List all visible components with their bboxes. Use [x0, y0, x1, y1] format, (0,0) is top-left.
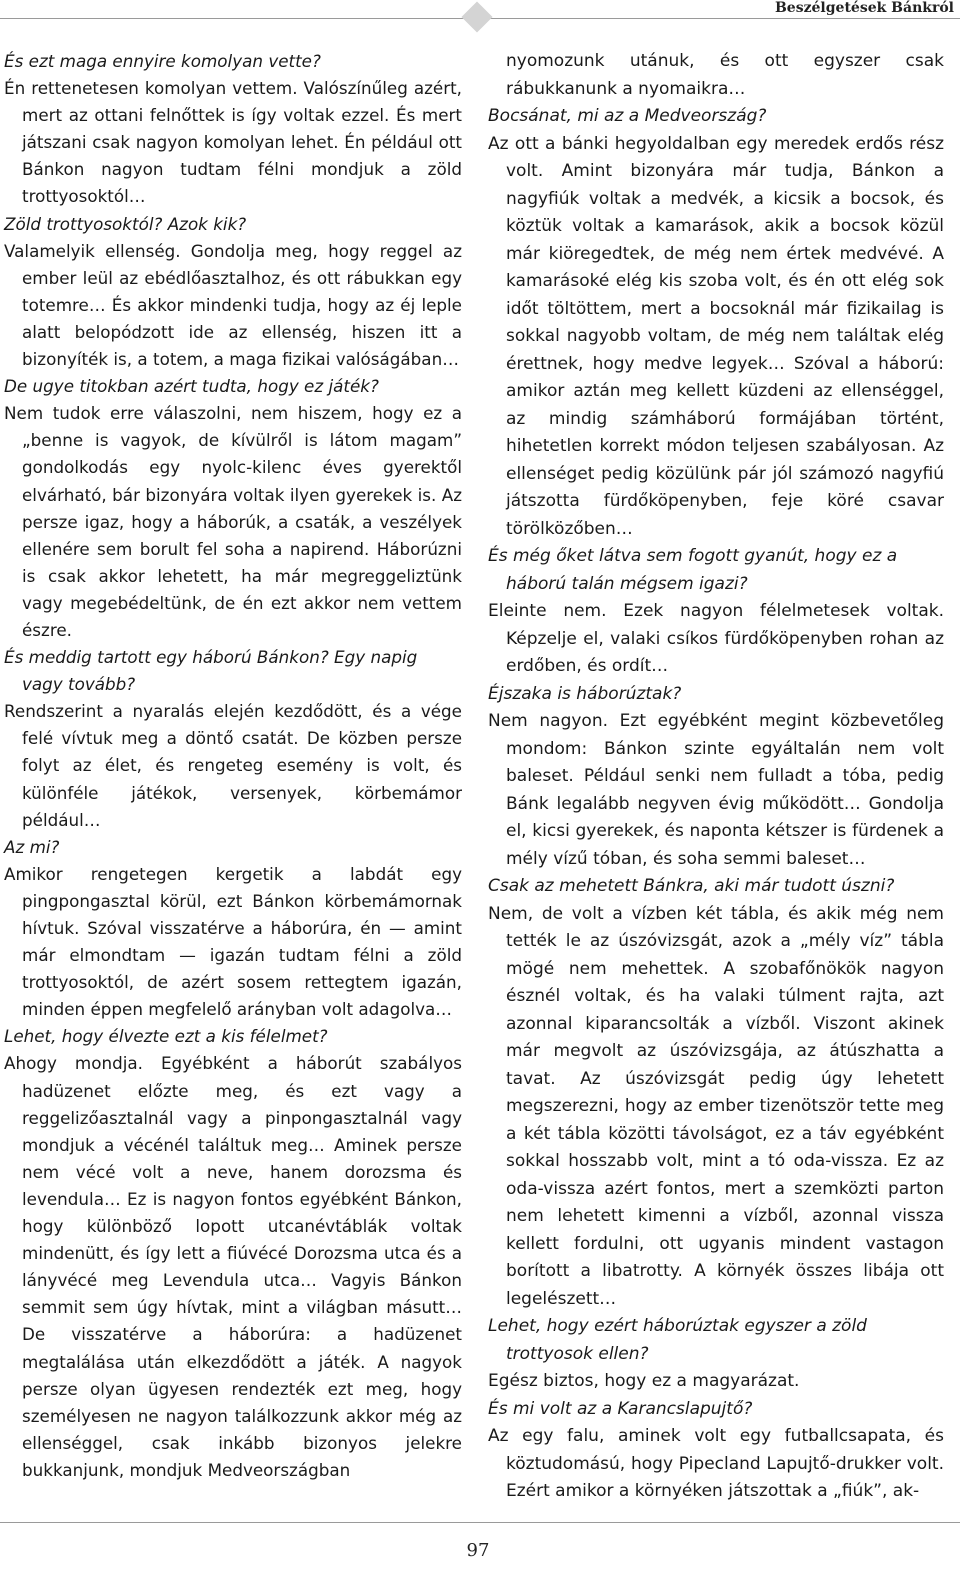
interview-answer: Én rettenetesen komolyan vettem. Valószínűleg azért, mert az ottani felnőttek is így voltak ezzel. És mert játszani csak nagyon komolyan lehet. Én például ott Bánkon nagyon tudtam félni mondjuk a zöld trottyosoktól…	[4, 78, 462, 207]
interview-answer: Az ott a bánki hegyoldalban egy meredek erdős rész volt. Amint bizonyára már tudja, Bánkon a nagyfiúk voltak a medvék, a kicsik a bocsok, és köztük voltak a kamarások, akik a bocsok közül már kiöregedtek, de még nem értek medvévé. A kamarásoké elég kis szoba volt, és én ott elég sok időt töltöttem, mert a bocsoknál már fizikailag is sokkal nagyobb voltam, de még nem találtak elég érettnek, hogy medve legyek… Szóval a háború: amikor aztán meg kellett küzdeni az ellenséggel, az mindig számháború formájában történt, hihetetlen korrekt módon teljesen szabályosan. Az ellenséget pedig közülünk pár jól számozó nagyfiú játszotta fürdőköpenyben, feje köré csavar törölközőben…	[488, 133, 944, 539]
interview-answer: Az egy falu, aminek volt egy futballcsapata, és köztudomású, hogy Pipecland Lapujtő-drukker volt. Ezért amikor a környéken játszottak a „fiúk”, ak-	[488, 1426, 944, 1501]
interview-answer: Amikor rengetegen kergetik a labdát egy pingpongasztal körül, ezt Bánkon körbemámornak hívtuk. Szóval visszatérve a háborúra, én — amint már elmondtam — igazán tudtam félni a zöld trottyosoktól, de azért sosem rettegtem igazán, minden éppen megfelelő arányban volt adagolva…	[4, 863, 462, 1020]
interview-answer: Nem, de volt a vízben két tábla, és akik még nem tették le az úszóvizsgát, azok a „mély víz” tábla mögé nem mehettek. A szobafőnökök nagyon észnél voltak, és ha valaki túlment rajta, azt azonnal kiparancsolták a vízből. Viszont akinek már megvolt az úszóvizsgája, az átúszhatta a tavat. Az úszóvizsgát pedig úgy lehetett megszerezni, hogy az ember tizenötször tette meg a két tábla közötti távolságot, ez a táv egyébként sokkal hosszabb volt, mint a tó oda-vissza. Ez az oda-vissza azért fontos, mert a szemközti parton nem lehetett kimenni a vízből, azonnal vissza kellett fordulni, ott ugyanis mindent vastagon borított a libatrotty. A környék összes libája ott legelészett…	[488, 903, 944, 1309]
footer-rule	[0, 1522, 960, 1523]
running-header	[0, 0, 960, 40]
interview-question: Bocsánat, mi az a Medveország?	[488, 106, 767, 126]
interview-answer: nyomozunk utánuk, és ott egyszer csak rábukkanunk a nyomaikra…	[506, 51, 944, 99]
interview-answer: Ahogy mondja. Egyébként a háborút szabályos hadüzenet előzte meg, és ezt vagy a reggelizőasztalnál vagy a pinpongasztalnál vagy mondjuk a vécénél találtuk meg… Aminek persze nem vécé volt a neve, hanem dorozsma és levendula… Ez is nagyon fontos egyébként Bánkon, hogy különböző lopott utcanévtáblák voltak mindenütt, és így lett a fiúvécé Dorozsma utca és a lányvécé meg Levendula utca… Vagyis Bánkon semmit sem úgy hívtak, mint a világban másutt… De visszatérve a háborúra: a hadüzenet megtalálása után elkezdődött a játék. A nagyok persze olyan ügyesen rendezték ezt meg, hogy személyesen ne nagyon találkozzunk akkor még az ellenséggel, csak inkább bizonyos jelekre bukkanjunk, mondjuk Medveországban	[4, 1053, 462, 1480]
interview-answer: Rendszerint a nyaralás elején kezdődött, és a vége felé vívtuk meg a döntő csatát. De közben persze folyt az élet, és rengeteg esemény is volt, és különféle játékok, versenyek, körbemámor például…	[4, 701, 462, 830]
interview-answer: Nem nagyon. Ezt egyébként megint közbevetőleg mondom: Bánkon szinte egyáltalán nem volt baleset. Például senki nem fulladt a tóba, pedig Bánk legalább negyven évig működött… Gondolja el, kicsi gyerekek, és naponta kétszer is fürdenek a mély vízű tóban, és soha semmi baleset…	[488, 711, 944, 869]
interview-question: És ezt maga ennyire komolyan vette?	[4, 51, 321, 71]
interview-question: És még őket látva sem fogott gyanút, hogy ez a háború talán mégsem igazi?	[488, 546, 898, 594]
left-text-column	[4, 48, 462, 1484]
interview-question: Lehet, hogy élvezte ezt a kis félelmet?	[4, 1026, 328, 1047]
interview-question: Zöld trottyosoktól? Azok kik?	[4, 213, 247, 234]
right-text-column	[488, 48, 944, 1506]
interview-question: Csak az mehetett Bánkra, aki már tudott úszni?	[488, 876, 895, 896]
interview-question: És mi volt az a Karancslapujtő?	[488, 1398, 753, 1419]
interview-answer: Eleinte nem. Ezek nagyon félelmetesek voltak. Képzelje el, valaki csíkos fürdőköpenyben rohan az erdőben, és ordít…	[488, 601, 944, 676]
interview-question: Éjszaka is háborúztak?	[488, 683, 682, 704]
page-number: 97	[466, 1540, 490, 1561]
interview-answer: Valamelyik ellenség. Gondolja meg, hogy reggel az ember leül az ebédlőasztalhoz, és ott rábukkan egy totemre… És akkor mindenki tudja, hogy az éj leple alatt belopódzott ide az ellenség, hiszen itt a bizonyíték is, a totem, a maga fizikai valóságában…	[4, 240, 462, 370]
interview-question: De ugye titokban azért tudta, hogy ez játék?	[4, 376, 379, 397]
interview-question: És meddig tartott egy háború Bánkon? Egy napig vagy tovább?	[4, 647, 418, 695]
running-title: Beszélgetések Bánkról	[767, 0, 954, 17]
interview-answer: Egész biztos, hogy ez a magyarázat.	[488, 1371, 800, 1391]
interview-question: Lehet, hogy ezért háborúztak egyszer a zöld trottyosok ellen?	[488, 1316, 867, 1364]
interview-question: Az mi?	[4, 836, 60, 857]
interview-answer: Nem tudok erre válaszolni, nem hiszem, hogy ez a „benne is vagyok, de kívülről is látom magam” gondolkodás egy nyolc-kilenc éves gyerektől elvárható, bár bizonyára voltak ilyen gyerekek is. Az persze igaz, hogy a háborúk, a csaták, a veszélyek ellenére sem borult fel soha a napirend. Háborúzni is csak akkor lehetett, ha már megreggeliztünk vagy megebédeltünk, de én ezt akkor nem vettem észre.	[4, 403, 462, 640]
header-diamond-ornament	[461, 1, 492, 32]
